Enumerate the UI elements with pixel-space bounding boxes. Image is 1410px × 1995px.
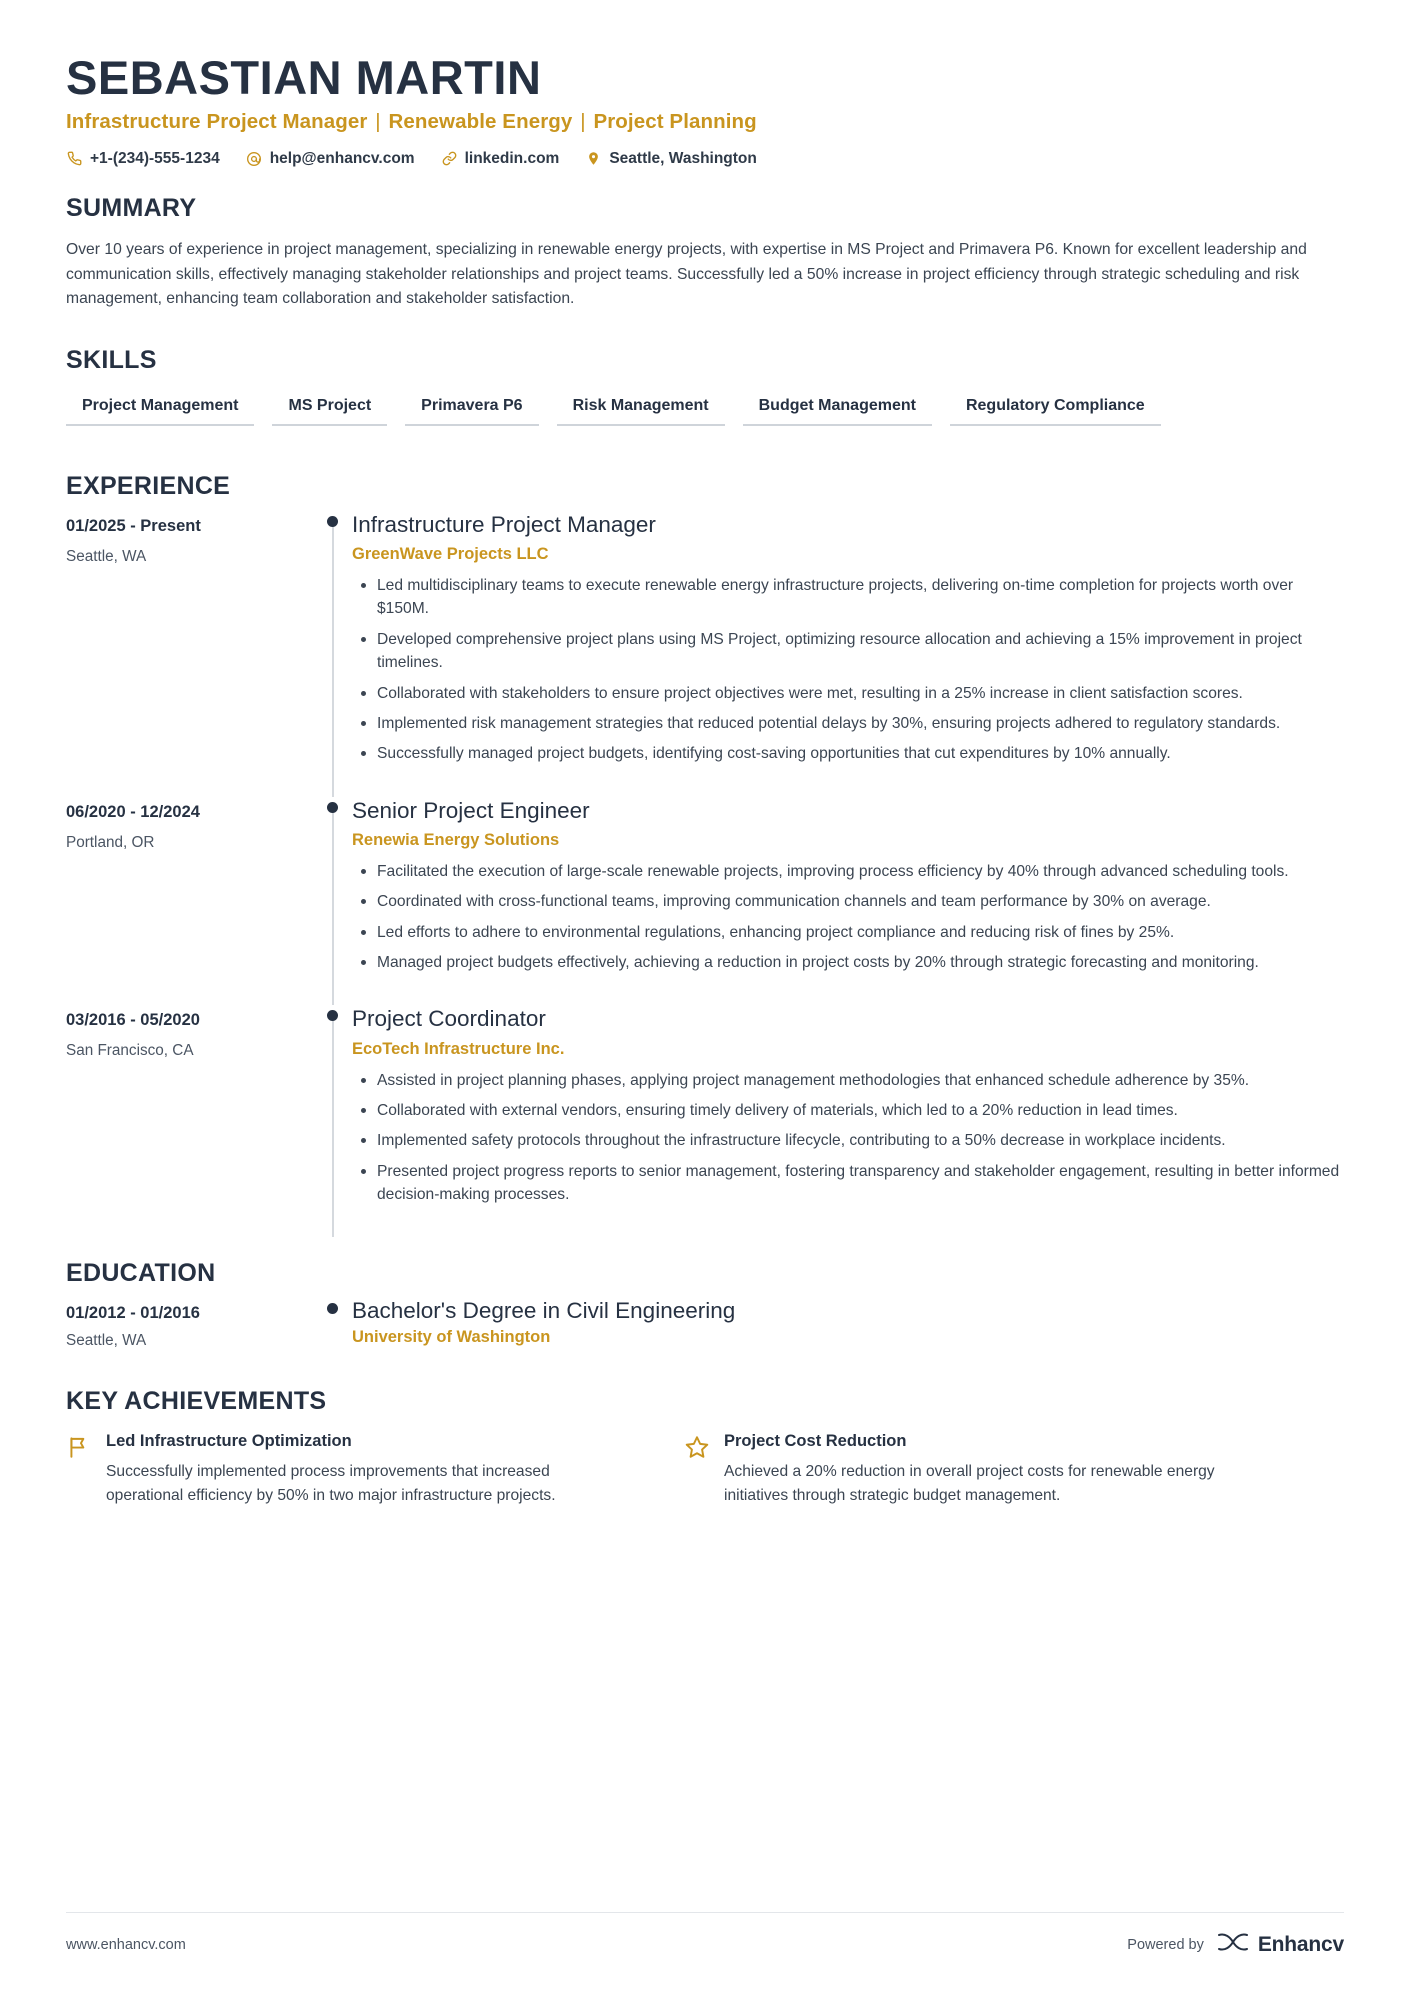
experience-location: San Francisco, CA	[66, 1042, 194, 1060]
timeline-dot	[327, 516, 338, 527]
experience-role: Project Coordinator	[352, 1006, 546, 1032]
contact-phone-text: +1-(234)-555-1234	[90, 149, 220, 167]
education-degree: Bachelor's Degree in Civil Engineering	[352, 1298, 736, 1324]
experience-heading: EXPERIENCE	[66, 471, 231, 500]
star-icon	[684, 1434, 710, 1460]
experience-bullets	[352, 860, 1344, 975]
experience-bullet: Successfully managed project budgets, identifying cost-saving opportunities that cut expenditures by 10% annually.	[374, 742, 1344, 765]
enhancv-wordmark: Enhancv	[1257, 1933, 1344, 1956]
experience-bullet: Developed comprehensive project plans using MS Project, optimizing resource allocation and achieving a 15% improvement in project timelines.	[374, 628, 1344, 675]
powered-by-label: Powered by	[1127, 1937, 1204, 1953]
summary-text: Over 10 years of experience in project management, specializing in renewable energy projects, with expertise in MS Project and Primavera P6. Known for excellent leadership and communication skills, effectively managing stakeholder relationships and project teams. Successfully led a 50% increase in project efficiency through strategic scheduling and risk management, enhancing team collaboration and stakeholder satisfaction.	[66, 241, 1307, 308]
section-skills	[66, 346, 1344, 444]
experience-meta	[66, 1005, 318, 1237]
achievement-text: Successfully implemented process improvements that increased operational efficiency by 50% in two major infrastructure projects.	[106, 1463, 556, 1504]
skill-item: Regulatory Compliance	[950, 393, 1161, 426]
experience-role: Infrastructure Project Manager	[352, 511, 656, 537]
experience-bullet: Managed project budgets effectively, achieving a reduction in project costs by 20% through strategic forecasting and monitoring.	[374, 951, 1344, 974]
skill-item: Budget Management	[743, 393, 932, 426]
experience-date: 01/2025 - Present	[66, 516, 201, 535]
skills-heading: SKILLS	[66, 345, 157, 374]
footer-url[interactable]: www.enhancv.com	[66, 1937, 186, 1953]
experience-bullets	[352, 574, 1344, 766]
experience-company: EcoTech Infrastructure Inc.	[352, 1039, 565, 1058]
headline-part-1: Infrastructure Project Manager	[66, 109, 368, 133]
timeline-rail	[318, 1298, 352, 1353]
skill-item: Project Management	[66, 393, 254, 426]
experience-item	[66, 1005, 1344, 1237]
education-date: 01/2012 - 01/2016	[66, 1304, 200, 1323]
link-icon	[441, 150, 458, 167]
timeline-line	[332, 521, 334, 797]
headline-part-2: Renewable Energy	[388, 109, 573, 133]
section-education	[66, 1259, 1344, 1353]
experience-details	[352, 511, 1344, 797]
email-icon	[246, 150, 263, 167]
experience-meta	[66, 797, 318, 1006]
skill-item: MS Project	[272, 393, 387, 426]
contact-email-text: help@enhancv.com	[269, 149, 415, 167]
experience-bullet: Coordinated with cross-functional teams, improving communication channels and team performance by 30% on average.	[374, 890, 1344, 913]
phone-icon	[66, 150, 83, 167]
skill-item: Primavera P6	[405, 393, 538, 426]
flag-icon	[66, 1434, 92, 1460]
experience-location: Seattle, WA	[66, 547, 147, 565]
timeline-rail	[318, 511, 352, 797]
experience-bullet: Collaborated with external vendors, ensuring timely delivery of materials, which led to a 20% reduction in lead times.	[374, 1099, 1344, 1122]
education-item	[66, 1298, 1344, 1353]
experience-item	[66, 797, 1344, 1006]
headline-separator-1: |	[375, 109, 381, 133]
key-achievements-grid	[66, 1432, 1344, 1507]
experience-bullet: Collaborated with stakeholders to ensure project objectives were met, resulting in a 25% increase in client satisfaction scores.	[374, 682, 1344, 705]
education-location: Seattle, WA	[66, 1332, 147, 1350]
enhancv-logo	[1216, 1931, 1344, 1959]
experience-date: 06/2020 - 12/2024	[66, 802, 200, 821]
key-achievements-heading: KEY ACHIEVEMENTS	[66, 1387, 327, 1416]
headline-part-3: Project Planning	[593, 109, 757, 133]
experience-meta	[66, 511, 318, 797]
achievement-title: Led Infrastructure Optimization	[106, 1432, 352, 1451]
page-title: SEBASTIAN MARTIN	[66, 51, 542, 104]
experience-bullet: Implemented safety protocols throughout the infrastructure lifecycle, contributing to a 50% decrease in workplace incidents.	[374, 1129, 1344, 1152]
section-summary	[66, 194, 1344, 312]
summary-heading: SUMMARY	[66, 193, 197, 222]
achievement-item	[66, 1432, 626, 1507]
timeline-dot	[327, 1010, 338, 1021]
contact-phone	[66, 150, 220, 168]
timeline-rail	[318, 797, 352, 1006]
timeline-line	[332, 1015, 334, 1237]
footer-branding	[1127, 1931, 1344, 1959]
experience-bullet: Led multidisciplinary teams to execute renewable energy infrastructure projects, delivering on-time completion for projects worth over $150M.	[374, 574, 1344, 621]
education-meta	[66, 1298, 318, 1353]
experience-bullet: Implemented risk management strategies that reduced potential delays by 30%, ensuring projects adhered to regulatory standards.	[374, 712, 1344, 735]
resume-header	[66, 52, 1344, 168]
experience-item	[66, 511, 1344, 797]
location-pin-icon	[585, 150, 602, 167]
timeline-dot	[327, 802, 338, 813]
achievement-title: Project Cost Reduction	[724, 1432, 907, 1451]
contact-row	[66, 150, 1344, 168]
enhancv-mark-icon	[1216, 1931, 1250, 1959]
achievement-item	[684, 1432, 1244, 1507]
contact-linkedin[interactable]	[441, 150, 560, 168]
professional-headline	[66, 110, 1344, 134]
experience-bullet: Assisted in project planning phases, applying project management methodologies that enhanced schedule adherence by 35%.	[374, 1069, 1344, 1092]
section-key-achievements	[66, 1387, 1344, 1507]
education-details	[352, 1298, 1344, 1353]
education-school: University of Washington	[352, 1328, 551, 1347]
timeline-rail	[318, 1005, 352, 1237]
experience-bullets	[352, 1069, 1344, 1207]
experience-date: 03/2016 - 05/2020	[66, 1011, 200, 1030]
achievement-text: Achieved a 20% reduction in overall project costs for renewable energy initiatives through strategic budget management.	[724, 1463, 1215, 1504]
experience-company: Renewia Energy Solutions	[352, 830, 560, 849]
skills-list	[66, 393, 1344, 444]
contact-location	[585, 150, 757, 168]
experience-bullet: Facilitated the execution of large-scale renewable projects, improving process efficiency by 40% through advanced scheduling tools.	[374, 860, 1344, 883]
achievement-body	[724, 1432, 1244, 1507]
contact-email[interactable]	[246, 150, 415, 168]
experience-details	[352, 1005, 1344, 1237]
experience-company: GreenWave Projects LLC	[352, 544, 549, 563]
skill-item: Risk Management	[557, 393, 725, 426]
experience-role: Senior Project Engineer	[352, 797, 590, 823]
page-footer	[66, 1912, 1344, 1959]
experience-bullet: Led efforts to adhere to environmental regulations, enhancing project compliance and reducing risk of fines by 25%.	[374, 921, 1344, 944]
contact-location-text: Seattle, Washington	[609, 149, 757, 167]
experience-location: Portland, OR	[66, 833, 155, 851]
experience-details	[352, 797, 1344, 1006]
education-heading: EDUCATION	[66, 1259, 216, 1288]
section-experience	[66, 472, 1344, 1238]
experience-bullet: Presented project progress reports to senior management, fostering transparency and stakeholder engagement, resulting in better informed decision-making processes.	[374, 1160, 1344, 1207]
achievement-body	[106, 1432, 626, 1507]
contact-linkedin-text: linkedin.com	[464, 149, 560, 167]
headline-separator-2: |	[580, 109, 586, 133]
timeline-line	[332, 807, 334, 1006]
timeline-dot	[327, 1303, 338, 1314]
